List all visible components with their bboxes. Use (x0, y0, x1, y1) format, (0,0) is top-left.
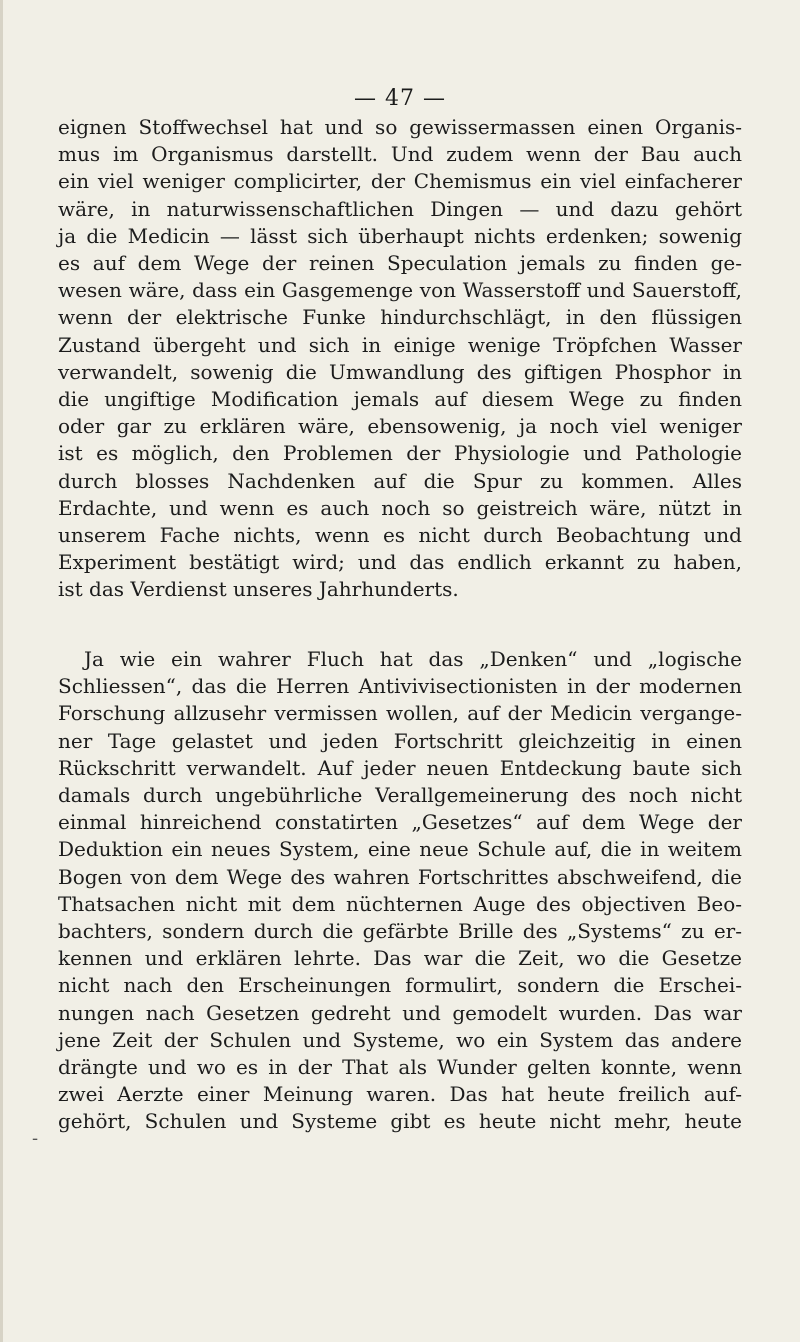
text-line: unserem Fache nichts, wenn es nicht durch Beobachtung und (58, 523, 742, 548)
text-line: die ungiftige Modification jemals auf diesem Wege zu finden (58, 387, 742, 412)
text-line: bachters, sondern durch die gefärbte Brille des „Systems“ zu er- (58, 919, 742, 944)
text-line: ist es möglich, den Problemen der Physiologie und Pathologie (58, 441, 742, 466)
text-line: verwandelt, sowenig die Umwandlung des giftigen Phosphor in (58, 359, 742, 384)
text-line: wesen wäre, dass ein Gasgemenge von Wasserstoff und Sauerstoff, (58, 278, 742, 303)
paragraph-2 (58, 646, 742, 1136)
text-line: zwei Aerzte einer Meinung waren. Das hat heute freilich auf- (58, 1082, 742, 1107)
text-line: mus im Organismus darstellt. Und zudem wenn der Bau auch (58, 142, 742, 167)
text-line: Bogen von dem Wege des wahren Fortschrittes abschweifend, die (58, 864, 742, 889)
text-line: kennen und erklären lehrte. Das war die Zeit, wo die Gesetze (58, 946, 742, 971)
text-line: ja die Medicin — lässt sich überhaupt nichts erdenken; sowenig (58, 223, 742, 248)
text-line: Schliessen“, das die Herren Antivivisectionisten in der modernen (58, 674, 742, 699)
text-line: ist das Verdienst unseres Jahrhunderts. (58, 577, 459, 602)
text-line: nungen nach Gesetzen gedreht und gemodelt wurden. Das war (58, 1000, 742, 1025)
text-line: Zustand übergeht und sich in einige wenige Tröpfchen Wasser (58, 332, 742, 357)
text-line: drängte und wo es in der That als Wunder gelten konnte, wenn (58, 1055, 742, 1080)
text-line: durch blosses Nachdenken auf die Spur zu kommen. Alles (58, 468, 742, 493)
text-line: wäre, in naturwissenschaftlichen Dingen — und dazu gehört (58, 196, 742, 221)
text-line: oder gar zu erklären wäre, ebensowenig, ja noch viel weniger (58, 414, 742, 439)
text-line: Experiment bestätigt wird; und das endlich erkannt zu haben, (58, 550, 742, 575)
text-line: Forschung allzusehr vermissen wollen, auf der Medicin vergange- (58, 701, 742, 726)
text-line: ein viel weniger complicirter, der Chemismus ein viel einfacherer (58, 169, 742, 194)
text-line: es auf dem Wege der reinen Speculation jemals zu finden ge- (58, 251, 742, 276)
margin-mark: - (32, 1128, 39, 1149)
text-line: einmal hinreichend constatirten „Gesetzes“ auf dem Wege der (58, 810, 742, 835)
paragraph-1 (58, 114, 742, 604)
page-number: — 47 — (354, 86, 446, 111)
text-line: ner Tage gelastet und jeden Fortschritt gleichzeitig in einen (58, 728, 742, 753)
text-line: jene Zeit der Schulen und Systeme, wo ein System das andere (58, 1027, 742, 1052)
text-line: damals durch ungebührliche Verallgemeinerung des noch nicht (58, 783, 742, 808)
text-line: wenn der elektrische Funke hindurchschlägt, in den flüssigen (58, 305, 742, 330)
page-left-edge (0, 0, 3, 1342)
text-line: nicht nach den Erscheinungen formulirt, sondern die Erschei- (58, 973, 742, 998)
text-line: Rückschritt verwandelt. Auf jeder neuen Entdeckung baute sich (58, 755, 742, 780)
text-line: Deduktion ein neues System, eine neue Schule auf, die in weitem (58, 837, 742, 862)
text-line: gehört, Schulen und Systeme gibt es heute nicht mehr, heute (58, 1109, 742, 1134)
text-line: Ja wie ein wahrer Fluch hat das „Denken“ und „logische (84, 647, 742, 671)
text-line: eignen Stoffwechsel hat und so gewissermassen einen Organis- (58, 115, 742, 139)
text-line: Erdachte, und wenn es auch noch so geistreich wäre, nützt in (58, 495, 742, 520)
text-line: Thatsachen nicht mit dem nüchternen Auge des objectiven Beo- (58, 891, 742, 916)
